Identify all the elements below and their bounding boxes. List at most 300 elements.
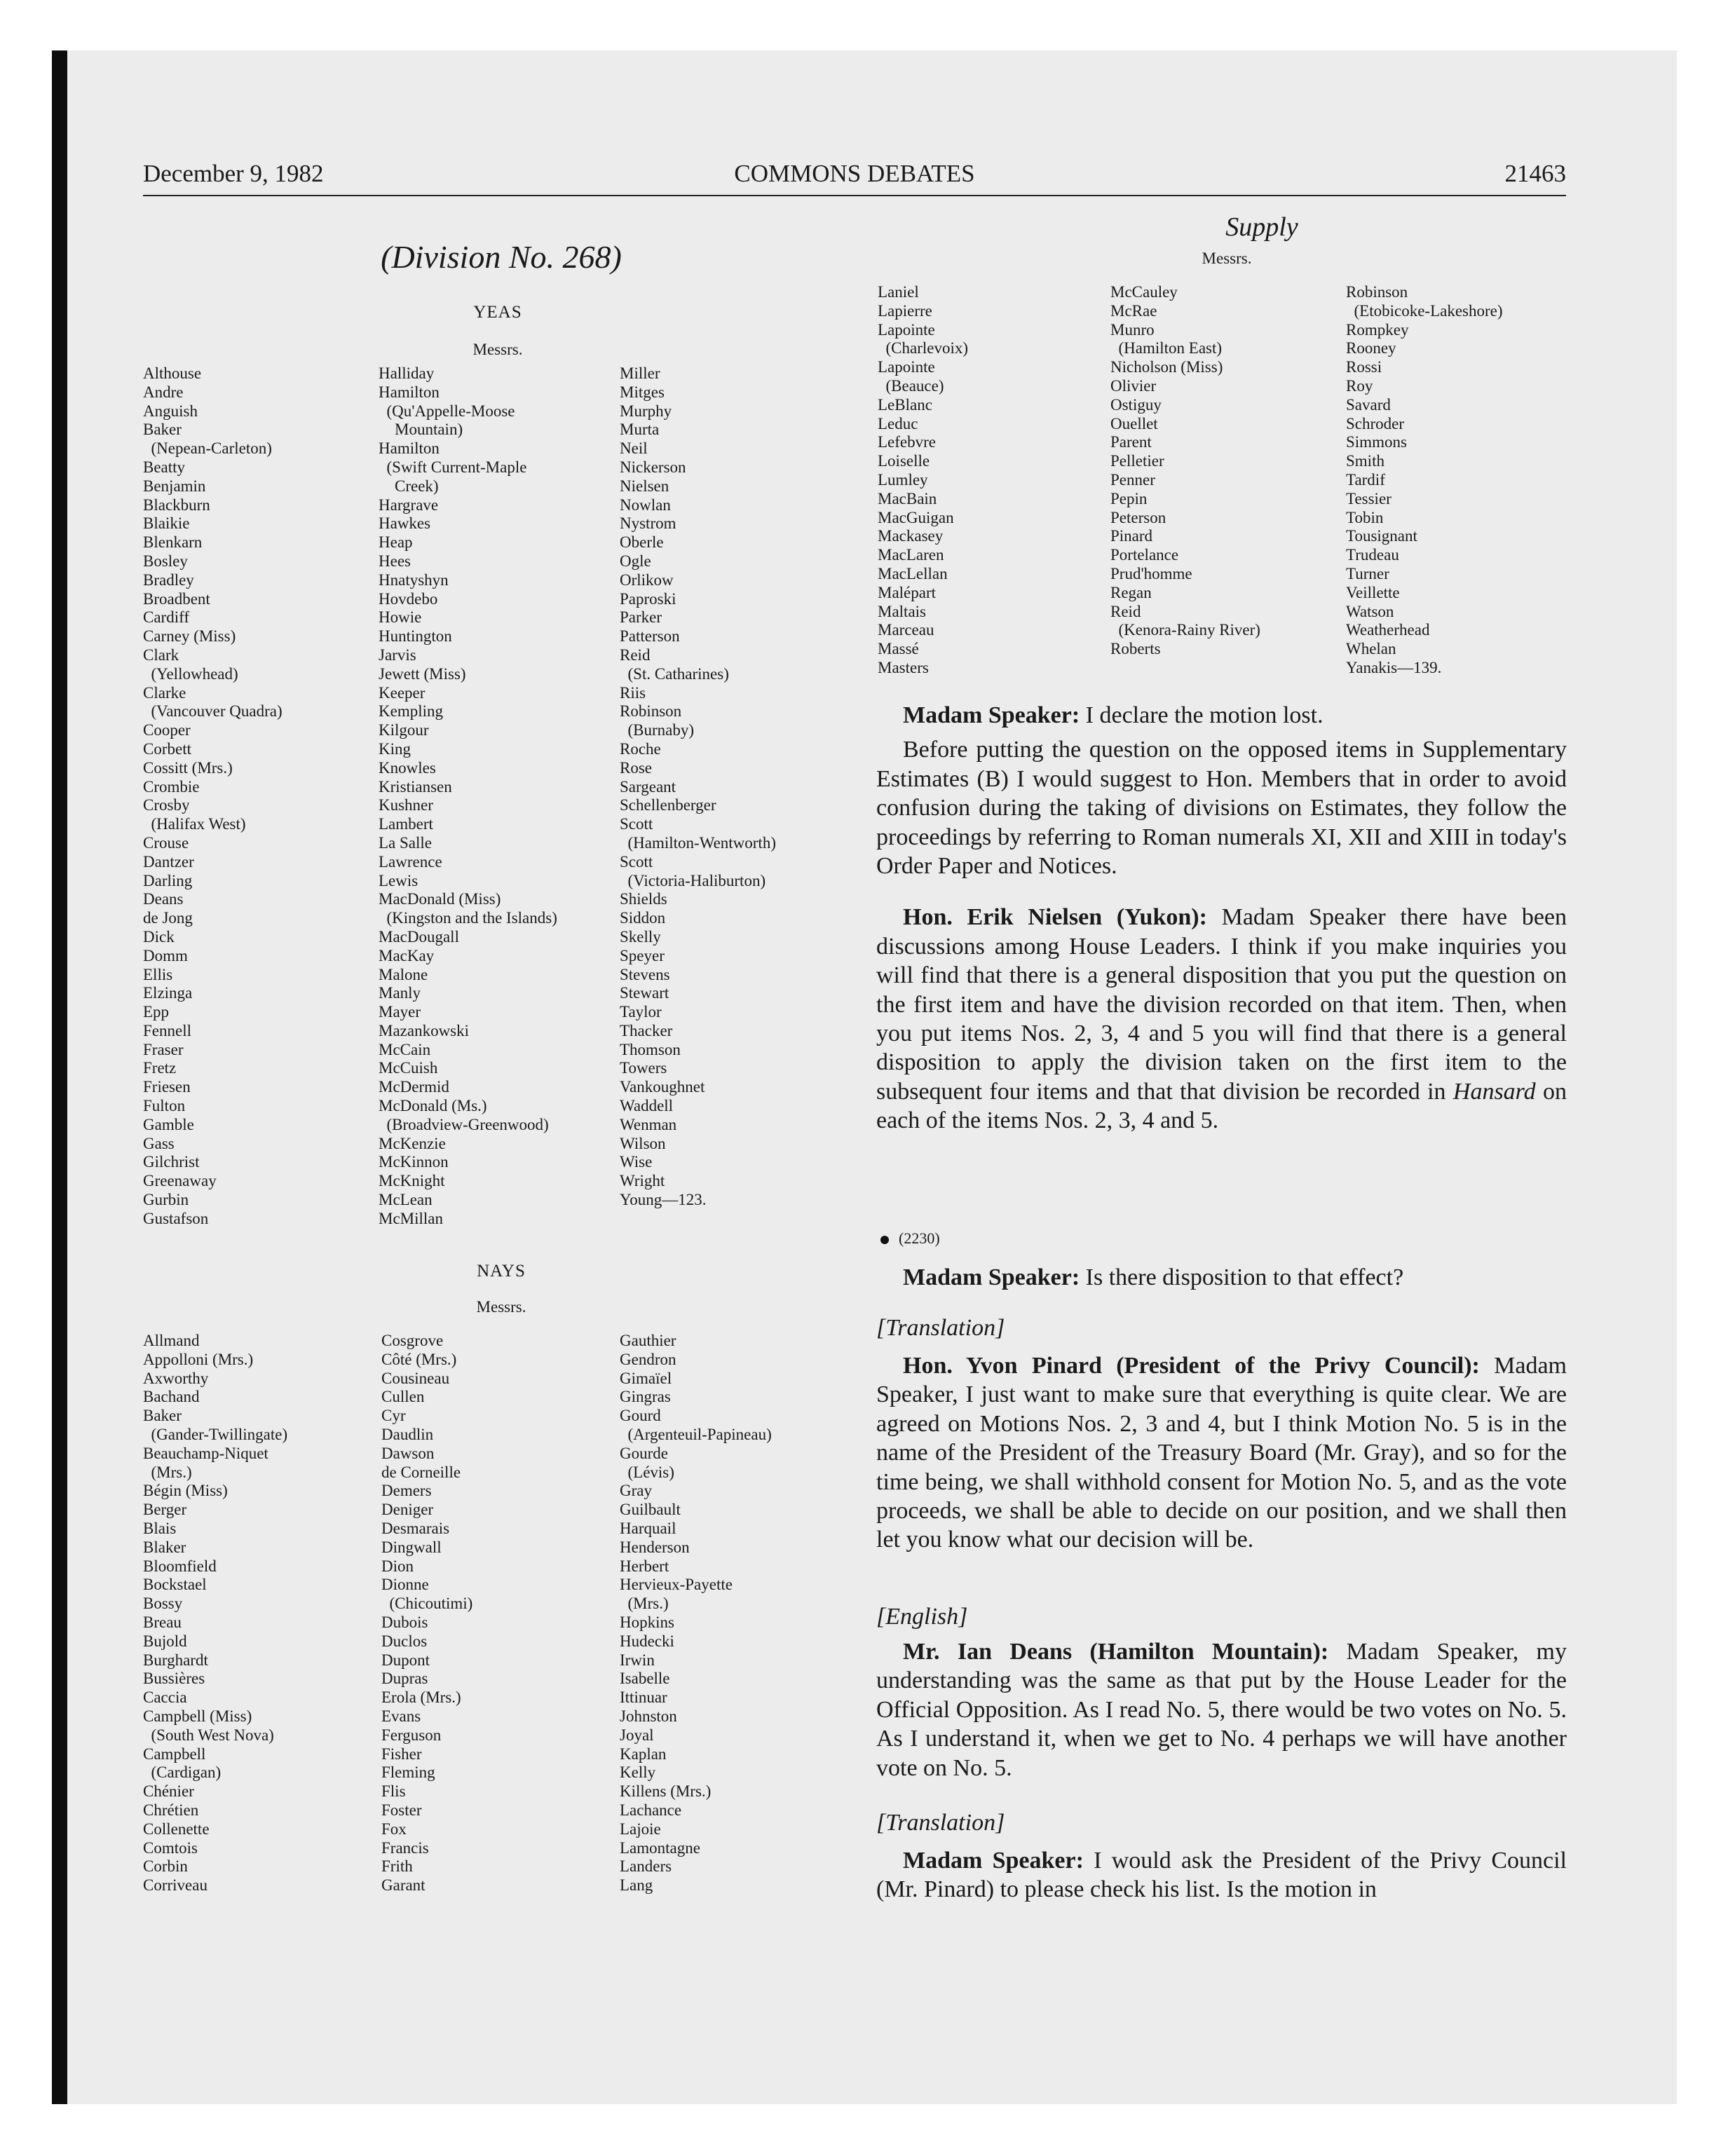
member-name: Duclos (381, 1632, 428, 1650)
member-name: Demers (381, 1482, 432, 1500)
debate-block-1 (876, 701, 1567, 1135)
member-name: Dionne (381, 1576, 429, 1594)
member-name: McRae (1110, 301, 1157, 320)
speaker-name: Madam Speaker: (903, 702, 1080, 728)
member-name: (Halifax West) (143, 815, 246, 833)
member-name: Foster (381, 1801, 422, 1819)
member-name: Bachand (143, 1388, 200, 1406)
member-name: (St. Catharines) (620, 664, 729, 683)
member-name: Corbett (143, 739, 191, 758)
member-name: Savard (1346, 395, 1391, 414)
member-name: McCain (379, 1040, 431, 1058)
member-name: Simmons (1346, 433, 1407, 451)
member-name: Beauchamp-Niquet (143, 1444, 268, 1462)
member-name: Whelan (1346, 640, 1396, 658)
member-name: Pinard (1110, 527, 1153, 545)
speech-text: Madam Speaker, I just want to make sure that everything is quite clear. We are agreed on Motions Nos. 2, 3 and 4, but I think Motion No. 5 is in the name of the President of the Treasury Board (Mr. Gray), and so for the time being, we shall withhold consent for Motion No. 5, and as the vote proceeds, we shall be able to decide on our position, and we shall then let you know what our decision will be. (876, 1353, 1567, 1553)
member-name: Pepin (1110, 489, 1148, 507)
member-name: Scott (620, 852, 653, 871)
member-name: Maltais (878, 602, 926, 620)
member-name: Rose (620, 758, 652, 777)
member-name: Deniger (381, 1501, 434, 1519)
member-name: Blaker (143, 1538, 186, 1556)
member-name: Deans (143, 890, 184, 908)
member-name: Gass (143, 1134, 175, 1152)
member-name: Vankoughnet (620, 1078, 705, 1096)
member-name: Collenette (143, 1820, 210, 1838)
member-name: Blackburn (143, 496, 210, 514)
member-name: Evans (381, 1707, 421, 1725)
member-name: de Jong (143, 909, 193, 927)
member-name: Elzinga (143, 984, 193, 1002)
member-name: Bosley (143, 552, 188, 570)
member-name: McCauley (1110, 283, 1178, 301)
member-name: Francis (381, 1838, 429, 1857)
member-name: Nickerson (620, 458, 686, 476)
speaker-name: Mr. Ian Deans (Hamilton Mountain): (903, 1639, 1329, 1665)
member-name: Rompkey (1346, 320, 1409, 339)
speech-paragraph (876, 1263, 1567, 1292)
nays-messrs: Messrs. (476, 1298, 526, 1316)
member-name: Siddon (620, 909, 666, 927)
member-name: (Victoria-Haliburton) (620, 871, 766, 889)
member-name: Hees (379, 552, 411, 570)
member-name: Benjamin (143, 477, 206, 495)
member-name: Dawson (381, 1444, 435, 1462)
member-name: MacGuigan (878, 508, 954, 526)
member-name: Bujold (143, 1632, 187, 1650)
member-name: Robinson (1346, 283, 1408, 301)
member-name: Wright (620, 1172, 665, 1190)
member-name: McKnight (379, 1172, 445, 1190)
member-name: Carney (Miss) (143, 627, 236, 646)
bullet-icon (880, 1236, 889, 1244)
member-name: Towers (620, 1059, 667, 1077)
member-name: Murphy (620, 402, 672, 420)
member-name: LeBlanc (878, 395, 932, 414)
member-name: Riis (620, 683, 646, 702)
member-name: Gourde (620, 1444, 668, 1462)
member-name: Lajoie (620, 1820, 661, 1838)
member-name: Dantzer (143, 852, 194, 871)
member-name: Masters (878, 658, 929, 676)
time-marker (880, 1229, 940, 1248)
member-name: Mazankowski (379, 1021, 470, 1039)
member-name: Tardif (1346, 470, 1385, 489)
member-name: Thacker (620, 1021, 673, 1039)
member-name: Clarke (143, 683, 186, 702)
member-name: Penner (1110, 470, 1155, 489)
member-name: Fennell (143, 1021, 191, 1039)
speech-text: I would ask the President of the Privy Council (Mr. Pinard) to please check his list. Is the motion in (876, 1848, 1567, 1903)
member-name: Paproski (620, 589, 676, 608)
member-name: Gurbin (143, 1191, 189, 1209)
member-name: Wenman (620, 1115, 677, 1133)
speech-text: I declare the motion lost. (1080, 702, 1324, 728)
member-name: Clark (143, 646, 179, 664)
member-name: MacLellan (878, 564, 948, 582)
member-name: Darling (143, 871, 193, 889)
nays-column-3 (620, 1332, 772, 1895)
speaker-name: Madam Speaker: (903, 1264, 1080, 1290)
speech-text: Madam Speaker there have been discussions among House Leaders. I think if you make inquiries you will find that there is a general disposition that you put the question on the first item and have the division recorded on that item. Then, when you put items Nos. 2, 3, 4 and 5 you will find that there is a general disposition to apply the division taken on the first item to the subsequent four items and that that division be recorded in (876, 904, 1567, 1105)
member-name: Bockstael (143, 1576, 207, 1594)
member-name: Garant (381, 1876, 426, 1895)
member-name: Cossitt (Mrs.) (143, 758, 233, 777)
member-name: Lewis (379, 871, 419, 889)
debate-block-3 (876, 1351, 1567, 1555)
nays-column-2 (381, 1332, 472, 1895)
member-name: Patterson (620, 627, 680, 646)
supply-column-2 (1110, 283, 1260, 659)
member-name: Isabelle (620, 1670, 670, 1688)
member-name: Côté (Mrs.) (381, 1350, 457, 1368)
member-name: MacDonald (Miss) (379, 890, 501, 908)
member-name: Hamilton (379, 439, 440, 458)
time-marker-text: (2230) (899, 1229, 940, 1247)
member-name: Kushner (379, 796, 433, 814)
member-name: Parent (1110, 433, 1152, 451)
supply-messrs: Messrs. (1202, 250, 1252, 267)
speech-text: Is there disposition to that effect? (1080, 1264, 1404, 1290)
member-name: Hervieux-Payette (620, 1576, 733, 1594)
member-name: Landers (620, 1857, 672, 1876)
member-name: Taylor (620, 1003, 662, 1021)
member-name: Althouse (143, 364, 202, 382)
yeas-column-3 (620, 364, 776, 1210)
member-name: Miller (620, 364, 660, 382)
member-name: Mountain) (379, 421, 463, 439)
member-name: Flis (381, 1782, 406, 1801)
member-name: Nielsen (620, 477, 669, 495)
member-name: Domm (143, 946, 188, 964)
member-name: Tessier (1346, 489, 1392, 507)
member-name: Hudecki (620, 1632, 674, 1650)
member-name: Ogle (620, 552, 651, 570)
debate-block-4 (876, 1637, 1567, 1782)
speaker-name: Hon. Yvon Pinard (President of the Privy Council): (903, 1353, 1480, 1379)
member-name: Speyer (620, 946, 665, 964)
member-name: Mayer (379, 1003, 421, 1021)
yeas-messrs: Messrs. (472, 341, 523, 358)
member-name: Corriveau (143, 1876, 207, 1895)
member-name: Malépart (878, 583, 937, 601)
member-name: Bloomfield (143, 1557, 217, 1575)
member-name: Massé (878, 640, 919, 658)
member-name: Wilson (620, 1134, 666, 1152)
member-name: Rooney (1346, 339, 1396, 357)
member-name: Peterson (1110, 508, 1166, 526)
member-name: Bradley (143, 571, 194, 589)
member-name: Allmand (143, 1332, 200, 1349)
member-name: Watson (1346, 602, 1394, 620)
member-name: Harquail (620, 1519, 676, 1537)
member-name: Lawrence (379, 852, 442, 871)
member-name: Gauthier (620, 1332, 676, 1349)
member-name: Nystrom (620, 514, 676, 533)
member-name: Parker (620, 608, 662, 627)
translation-tag: [Translation] (876, 1810, 1005, 1836)
header-date: December 9, 1982 (143, 160, 324, 187)
member-name: Smith (1346, 452, 1384, 470)
member-name: Henderson (620, 1538, 690, 1556)
member-name: Erola (Mrs.) (381, 1688, 461, 1707)
division-title: (Division No. 268) (381, 239, 622, 275)
member-name: Bégin (Miss) (143, 1482, 228, 1500)
member-name: (Nepean-Carleton) (143, 439, 272, 458)
member-name: Neil (620, 439, 648, 458)
member-name: Stevens (620, 965, 670, 983)
member-name: (Vancouver Quadra) (143, 702, 283, 721)
member-name: Yanakis—139. (1346, 658, 1442, 676)
scan-border (52, 50, 67, 2104)
member-name: (Charlevoix) (878, 339, 969, 357)
member-name: Bossy (143, 1595, 183, 1613)
header-publication: COMMONS DEBATES (734, 160, 975, 187)
member-name: Dion (381, 1557, 414, 1575)
member-name: (Swift Current-Maple (379, 458, 527, 476)
member-name: Fraser (143, 1040, 184, 1058)
member-name: (Chicoutimi) (381, 1595, 473, 1613)
member-name: (Cardigan) (143, 1763, 222, 1782)
supply-title: Supply (1225, 212, 1298, 242)
member-name: Munro (1110, 320, 1155, 339)
member-name: (Qu'Appelle-Moose (379, 402, 515, 420)
member-name: Gamble (143, 1115, 194, 1133)
member-name: Skelly (620, 927, 661, 946)
member-name: Cousineau (381, 1369, 450, 1387)
member-name: Crombie (143, 777, 200, 796)
member-name: Pelletier (1110, 452, 1164, 470)
member-name: Broadbent (143, 589, 210, 608)
speech-paragraph (876, 1637, 1567, 1782)
member-name: Gingras (620, 1388, 671, 1406)
member-name: (Etobicoke-Lakeshore) (1346, 301, 1503, 320)
member-name: Herbert (620, 1557, 669, 1575)
member-name: Waddell (620, 1097, 674, 1115)
member-name: (Broadview-Greenwood) (379, 1115, 549, 1133)
member-name: Wise (620, 1153, 653, 1171)
member-name: Veillette (1346, 583, 1400, 601)
member-name: Campbell (143, 1745, 206, 1763)
member-name: Robinson (620, 702, 682, 721)
member-name: Cullen (381, 1388, 425, 1406)
member-name: Gilchrist (143, 1153, 200, 1171)
member-name: Kempling (379, 702, 443, 721)
member-name: Lapointe (878, 358, 935, 376)
member-name: Marceau (878, 621, 934, 639)
member-name: Friesen (143, 1078, 191, 1096)
member-name: Tobin (1346, 508, 1384, 526)
nays-column-1 (143, 1332, 287, 1895)
member-name: Dupras (381, 1670, 428, 1688)
yeas-column-1 (143, 364, 283, 1229)
member-name: Kelly (620, 1763, 656, 1782)
member-name: Laniel (878, 283, 919, 301)
member-name: McKinnon (379, 1153, 449, 1171)
member-name: Lang (620, 1876, 653, 1895)
supply-column-3 (1346, 283, 1503, 678)
member-name: Lumley (878, 470, 928, 489)
header-page-number: 21463 (1504, 160, 1566, 187)
member-name: Berger (143, 1501, 187, 1519)
member-name: Malone (379, 965, 428, 983)
member-name: Burghardt (143, 1651, 208, 1669)
member-name: Fretz (143, 1059, 177, 1077)
member-name: Dingwall (381, 1538, 442, 1556)
member-name: Campbell (Miss) (143, 1707, 252, 1725)
member-name: Olivier (1110, 376, 1157, 395)
member-name: Turner (1346, 564, 1389, 582)
member-name: Johnston (620, 1707, 677, 1725)
member-name: Loiselle (878, 452, 930, 470)
member-name: Andre (143, 383, 184, 401)
member-name: Nowlan (620, 496, 671, 514)
member-name: McDermid (379, 1078, 449, 1096)
supply-column-1 (878, 283, 968, 678)
member-name: Frith (381, 1857, 413, 1876)
member-name: (Mrs.) (143, 1463, 192, 1481)
debate-block-5 (876, 1846, 1567, 1904)
member-name: (Gander-Twillingate) (143, 1425, 288, 1443)
member-name: MacKay (379, 946, 435, 964)
member-name: Ouellet (1110, 414, 1158, 432)
member-name: Gimaïel (620, 1369, 672, 1387)
english-tag: [English] (876, 1604, 968, 1630)
member-name: Beatty (143, 458, 186, 476)
member-name: King (379, 739, 411, 758)
member-name: Blais (143, 1519, 177, 1537)
member-name: McDonald (Ms.) (379, 1097, 487, 1115)
member-name: Keeper (379, 683, 426, 702)
member-name: Irwin (620, 1651, 655, 1669)
member-name: Heap (379, 533, 413, 552)
member-name: Greenaway (143, 1172, 217, 1190)
member-name: Knowles (379, 758, 436, 777)
speaker-name: Hon. Erik Nielsen (Yukon): (903, 904, 1207, 931)
member-name: Corbin (143, 1857, 188, 1876)
member-name: Hamilton (379, 383, 440, 401)
member-name: Hnatyshyn (379, 571, 449, 589)
member-name: Trudeau (1346, 546, 1399, 564)
member-name: Fulton (143, 1097, 186, 1115)
page-header (143, 160, 1566, 196)
member-name: Lapierre (878, 301, 932, 320)
member-name: Murta (620, 421, 660, 439)
member-name: Hawkes (379, 514, 431, 533)
member-name: Huntington (379, 627, 452, 646)
member-name: Fox (381, 1820, 407, 1838)
member-name: McCuish (379, 1059, 438, 1077)
speech-text-italic: Hansard (1452, 1078, 1536, 1105)
member-name: Cosgrove (381, 1332, 444, 1349)
member-name: Stewart (620, 984, 669, 1002)
member-name: Manly (379, 984, 421, 1002)
member-name: Breau (143, 1613, 182, 1631)
member-name: MacBain (878, 489, 937, 507)
member-name: McKenzie (379, 1134, 446, 1152)
member-name: Anguish (143, 402, 198, 420)
member-name: Nicholson (Miss) (1110, 358, 1223, 376)
member-name: Shields (620, 890, 667, 908)
member-name: Howie (379, 608, 422, 627)
speech-paragraph (876, 735, 1567, 880)
member-name: Kilgour (379, 721, 429, 739)
member-name: (Argenteuil-Papineau) (620, 1425, 772, 1443)
member-name: (Yellowhead) (143, 664, 238, 683)
member-name: Weatherhead (1346, 621, 1430, 639)
member-name: Portelance (1110, 546, 1179, 564)
yeas-heading: YEAS (473, 303, 522, 322)
member-name: (Hamilton-Wentworth) (620, 833, 776, 852)
member-name: MacDougall (379, 927, 459, 946)
member-name: La Salle (379, 833, 432, 852)
member-name: Scott (620, 815, 653, 833)
member-name: Prud'homme (1110, 564, 1192, 582)
member-name: Joyal (620, 1726, 654, 1744)
member-name: Reid (620, 646, 651, 664)
speech-text: Madam Speaker, my understanding was the same as that put by the House Leader for the Official Opposition. As I read No. 5, there would be two votes on No. 5. As I understand it, when we get to No. 4 perhaps we will have another vote on No. 5. (876, 1639, 1567, 1781)
member-name: (Hamilton East) (1110, 339, 1223, 357)
member-name: Epp (143, 1003, 170, 1021)
speaker-name: Madam Speaker: (903, 1848, 1084, 1874)
speech-paragraph (876, 701, 1567, 730)
member-name: Fleming (381, 1763, 435, 1782)
debate-block-2 (876, 1263, 1567, 1292)
member-name: McMillan (379, 1209, 443, 1227)
speech-text: Before putting the question on the opposed items in Supplementary Estimates (B) I would suggest to Hon. Members that in order to avoid confusion during the taking of divisions on Estimates, they follow the proceedings by referring to Roman numerals XI, XII and XIII in today's Order Paper and Notices. (876, 737, 1567, 880)
member-name: Blenkarn (143, 533, 203, 552)
translation-tag: [Translation] (876, 1315, 1005, 1341)
member-name: Dick (143, 927, 175, 946)
member-name: Schroder (1346, 414, 1405, 432)
member-name: (Beauce) (878, 376, 944, 395)
member-name: Creek) (379, 477, 439, 495)
member-name: Jewett (Miss) (379, 664, 466, 683)
member-name: (Lévis) (620, 1463, 674, 1481)
member-name: Dubois (381, 1613, 428, 1631)
member-name: Gustafson (143, 1209, 209, 1227)
member-name: (South West Nova) (143, 1726, 274, 1744)
member-name: Lapointe (878, 320, 935, 339)
member-name: Kristiansen (379, 777, 452, 796)
member-name: Halliday (379, 364, 435, 382)
member-name: (Kenora-Rainy River) (1110, 621, 1260, 639)
member-name: (Burnaby) (620, 721, 695, 739)
member-name: Dupont (381, 1651, 430, 1669)
member-name: Crouse (143, 833, 189, 852)
member-name: Jarvis (379, 646, 416, 664)
member-name: Young—123. (620, 1191, 707, 1209)
member-name: Ellis (143, 965, 173, 983)
member-name: Baker (143, 421, 182, 439)
speech-paragraph (876, 903, 1567, 1135)
member-name: Thomson (620, 1040, 681, 1058)
member-name: Ostiguy (1110, 395, 1162, 414)
member-name: Gourd (620, 1407, 661, 1425)
member-name: Daudlin (381, 1425, 434, 1443)
member-name: Caccia (143, 1688, 187, 1707)
member-name: Sargeant (620, 777, 676, 796)
member-name: Comtois (143, 1838, 198, 1857)
member-name: Lefebvre (878, 433, 936, 451)
speech-paragraph (876, 1351, 1567, 1555)
member-name: Mackasey (878, 527, 944, 545)
speech-text: on each of the items Nos. 2, 3, 4 and 5. (876, 1078, 1567, 1134)
member-name: McLean (379, 1191, 433, 1209)
member-name: Gray (620, 1482, 652, 1500)
member-name: Tousignant (1346, 527, 1417, 545)
